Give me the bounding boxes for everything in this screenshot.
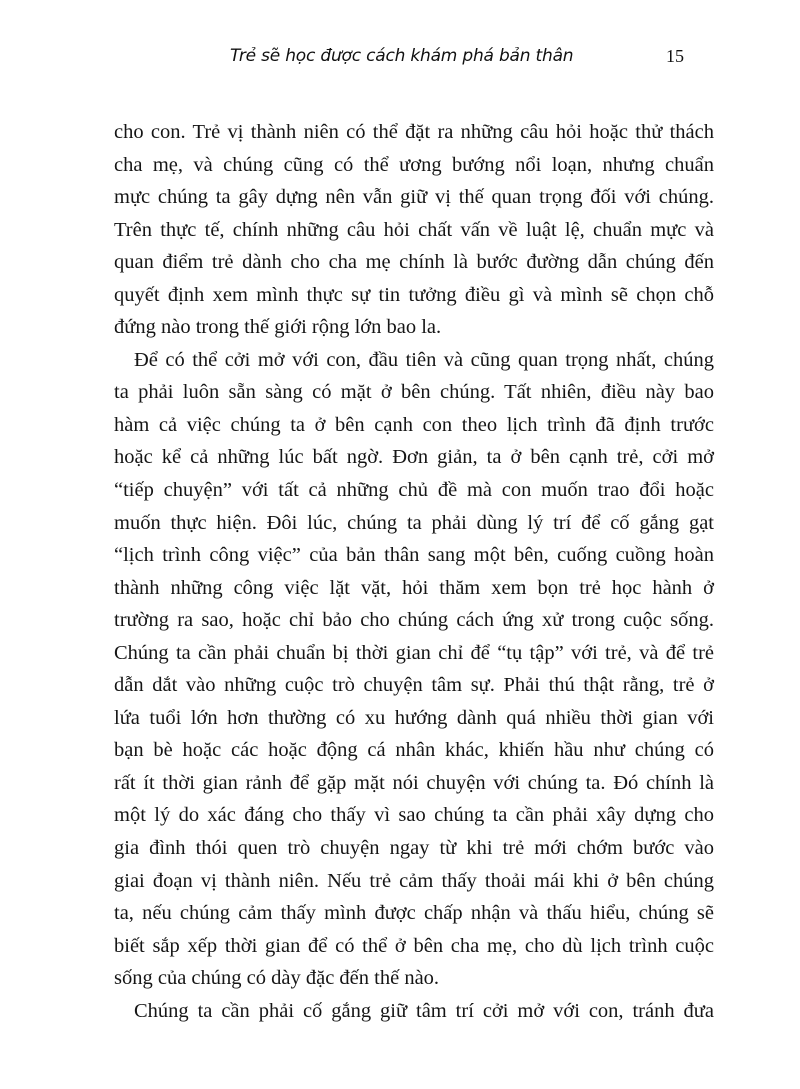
text-line: giai đoạn vị thành niên. Nếu trẻ cảm thấy thoải mái khi ở bên chúng [114,869,714,892]
text-line: quyết định xem mình thực sự tin tưởng điều gì và mình sẽ chọn chỗ [114,283,714,306]
body-text [114,116,714,1027]
text-line: Chúng ta cần phải chuẩn bị thời gian chỉ để “tụ tập” với trẻ, và để trẻ [114,641,714,664]
text-line: Chúng ta cần phải cố gắng giữ tâm trí cởi mở với con, tránh đưa [134,999,714,1022]
text-line: thành những công việc lặt vặt, hỏi thăm xem bọn trẻ học hành ở [114,576,714,599]
text-line: muốn thực hiện. Đôi lúc, chúng ta phải dùng lý trí để cố gắng gạt [114,511,714,534]
text-line: hàm cả việc chúng ta ở bên cạnh con theo lịch trình đã định trước [114,413,714,436]
text-line: trường ra sao, hoặc chỉ bảo cho chúng cách ứng xử trong cuộc sống. [114,609,714,632]
text-line: ta phải luôn sẵn sàng có mặt ở bên chúng. Tất nhiên, điều này bao [114,381,714,404]
text-line: hoặc kể cả những lúc bất ngờ. Đơn giản, ta ở bên cạnh trẻ, cởi mở [114,446,714,469]
text-line: quan điểm trẻ dành cho cha mẹ chính là bước đường dẫn chúng đến [114,251,714,274]
text-line: cho con. Trẻ vị thành niên có thể đặt ra những câu hỏi hoặc thử thách [114,121,714,143]
text-line: đứng nào trong thế giới rộng lớn bao la. [114,316,442,339]
text-line: bạn bè hoặc các hoặc động cá nhân khác, khiến hầu như chúng có [114,739,714,762]
text-line: “lịch trình công việc” của bản thân sang một bên, cuống cuồng hoàn [114,544,714,567]
text-line: “tiếp chuyện” với tất cả những chủ đề mà con muốn trao đổi hoặc [114,479,714,502]
text-line: ta, nếu chúng cảm thấy mình được chấp nhận và thấu hiểu, chúng sẽ [114,902,714,925]
text-line: rất ít thời gian rảnh để gặp mặt nói chuyện với chúng ta. Đó chính là [114,771,714,794]
text-line: cha mẹ, và chúng cũng có thể ương bướng nổi loạn, nhưng chuẩn [114,153,714,176]
text-line: Để có thể cởi mở với con, đầu tiên và cũng quan trọng nhất, chúng [134,348,714,371]
text-line: sống của chúng có dày đặc đến thế nào. [114,967,440,990]
text-line: một lý do xác đáng cho thấy vì sao chúng ta cần phải xây dựng cho [114,804,714,827]
page-number: 15 [666,46,684,66]
text-line: lứa tuổi lớn hơn thường có xu hướng dành quá nhiều thời gian với [114,706,714,729]
text-line: mực chúng ta gây dựng nên vẫn giữ vị thế quan trọng đối với chúng. [114,186,714,209]
text-line: gia đình thói quen trò chuyện ngay từ khi trẻ mới chớm bước vào [114,837,714,860]
text-line: dẫn dắt vào những cuộc trò chuyện tâm sự. Phải thú thật rằng, trẻ ở [114,674,714,697]
text-line: biết sắp xếp thời gian để có thể ở bên cha mẹ, cho dù lịch trình cuộc [114,934,714,957]
text-line: Trên thực tế, chính những câu hỏi chất vấn về luật lệ, chuẩn mực và [114,218,714,241]
running-head-title: Trẻ sẽ học được cách khám phá bản thân [230,46,574,66]
